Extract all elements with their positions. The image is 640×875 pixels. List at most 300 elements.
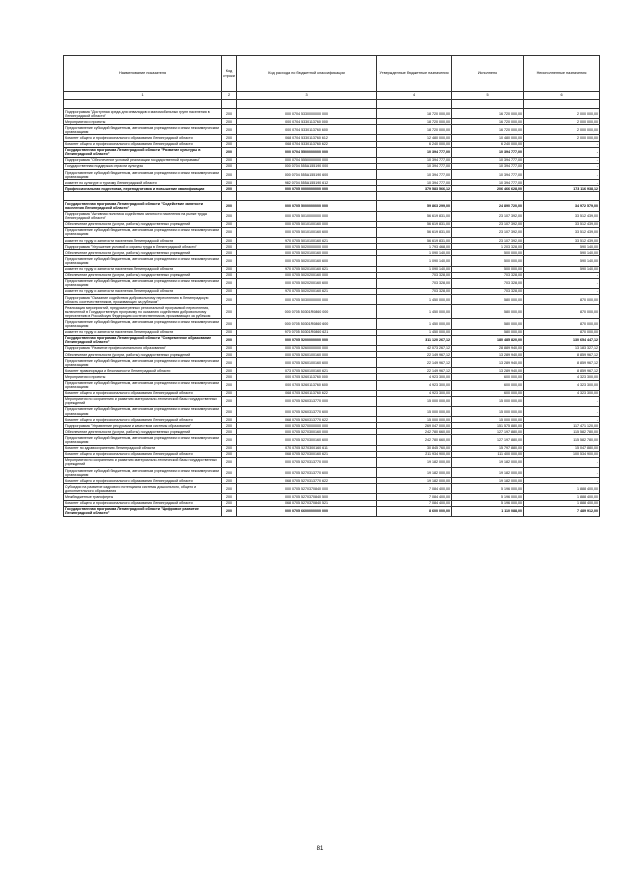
row-name: Предоставление субсидий бюджетным, автономным учреждениям и иным некоммерческим организациям [64,358,222,368]
row-name: Комитет общего и профессионального образования Ленинградской области [64,478,222,484]
row-name: Подпрограмма "Оказание содействия добровольному переселению в Ленинградскую область соотечественников, проживающих за рубежом" [64,295,222,305]
row-name: Подпрограмма "Доступная среда для инвалидов и маломобильных групп населения в Ленинградской области" [64,109,222,119]
row-name: комитет по труду и занятости населения Ленинградской области [64,288,222,294]
row-budget-code: 000 0705 5260113760 000 [237,374,377,380]
row-budget-code: 068 0705 5270370840 521 [237,500,377,506]
row-approved: 18 720 000,00 [377,109,452,119]
row-unexecuted: 33 512 439,00 [524,211,600,221]
row-executed: 13 289 940,00 [452,368,524,374]
column-number: 6 [524,92,600,100]
row-approved: 59 863 299,00 [377,201,452,211]
row-executed: 19 182 000,00 [452,478,524,484]
row-unexecuted: 173 116 938,12 [524,186,600,192]
column-number: 5 [452,92,524,100]
row-line-code: 200 [222,390,237,396]
row-unexecuted: - [524,278,600,288]
row-unexecuted: - [524,468,600,478]
row-name: Предоставление субсидий бюджетным, автономным учреждениям и иным некоммерческим организациям [64,380,222,390]
row-approved: 10 394 777,00 [377,163,452,169]
row-budget-code: 000 0705 5270300160 000 [237,429,377,435]
row-budget-code: 000 0705 5270370840 000 [237,484,377,494]
row-approved [377,100,452,109]
row-name: Подпрограмма "Активная политика содействия занятости населения на рынке труда Ленинградской области" [64,211,222,221]
row-executed: 703 328,00 [452,278,524,288]
row-budget-code: 000 0704 5330000000 000 [237,109,377,119]
row-unexecuted: 2 000 000,00 [524,119,600,125]
row-executed: 500 000,00 [452,266,524,272]
row-budget-code: 000 0705 5010000000 000 [237,211,377,221]
row-approved: 18 720 000,00 [377,119,452,125]
row-line-code: 200 [222,272,237,278]
row-unexecuted: 8 859 967,12 [524,358,600,368]
table-row [64,484,600,494]
row-name: Комитет общего и профессионального образования Ленинградской области [64,135,222,141]
row-name: комитет по труду и занятости населения Ленинградской области [64,329,222,335]
row-line-code: 200 [222,406,237,416]
row-name: Субсидии на развитие кадрового потенциала системы дошкольного, общего и дополнительного образования [64,484,222,494]
row-line-code: 200 [222,180,237,186]
row-executed: 15 000 000,00 [452,406,524,416]
row-executed: 500 000,00 [452,250,524,256]
row-line-code: 200 [222,451,237,457]
row-unexecuted: 7 489 912,00 [524,506,600,516]
row-line-code: 200 [222,278,237,288]
row-approved: 18 720 000,00 [377,125,452,135]
row-approved: 7 084 400,00 [377,494,452,500]
row-budget-code: 000 0705 5020100160 600 [237,256,377,266]
row-line-code: 200 [222,457,237,467]
row-name: Мероприятия по сохранению и развитию материально-технической базы государственных учреждений [64,396,222,406]
row-budget-code: 068 0705 5260113760 622 [237,390,377,396]
row-approved: 4 923 300,00 [377,390,452,396]
table-row [64,211,600,221]
row-line-code: 200 [222,186,237,192]
row-executed: 5 196 000,00 [452,484,524,494]
row-line-code: 200 [222,368,237,374]
row-approved: 1 090 140,00 [377,256,452,266]
row-executed: 127 197 880,00 [452,435,524,445]
row-name: Государственная программа Ленинградской области "Развитие культуры в Ленинградской области" [64,147,222,157]
row-line-code: 200 [222,157,237,163]
row-budget-code: 000 0705 5010100160 000 [237,221,377,227]
row-budget-code: 970 0705 5010100160 621 [237,238,377,244]
row-name: Подпрограмма "Обеспечение условий реализации государственной программы" [64,157,222,163]
row-budget-code: 000 0705 5260313770 600 [237,406,377,416]
table-row [64,396,600,406]
row-approved: 269 047 000,00 [377,423,452,429]
row-executed: 23 107 392,00 [452,227,524,237]
row-line-code: 200 [222,423,237,429]
row-line-code: 200 [222,374,237,380]
row-budget-code: 000 0705 5270313770 000 [237,457,377,467]
row-line-code: 200 [222,494,237,500]
budget-report-table [63,55,600,517]
row-name: комитет по труду и занятости населения Ленинградской области [64,238,222,244]
row-name: Мероприятия и проекты [64,374,222,380]
row-unexecuted: 13 183 327,12 [524,345,600,351]
row-unexecuted: 1 888 400,00 [524,494,600,500]
table-row [64,435,600,445]
row-approved: 211 934 900,00 [377,451,452,457]
row-line-code: 200 [222,380,237,390]
row-unexecuted: 870 000,00 [524,305,600,319]
row-approved: 22 149 967,12 [377,368,452,374]
row-approved: 242 780 660,00 [377,429,452,435]
row-line-code: 200 [222,109,237,119]
table-row [64,406,600,416]
row-budget-code: 068 0705 5270313770 622 [237,478,377,484]
row-approved: 10 394 777,00 [377,170,452,180]
table-gap-row [64,192,600,201]
row-unexecuted: 1 888 400,00 [524,500,600,506]
column-number: 2 [222,92,237,100]
row-unexecuted: 1 888 400,00 [524,484,600,494]
row-budget-code: 000 0705 5200000000 000 [237,335,377,345]
column-number: 3 [237,92,377,100]
row-name: Подпрограмма "Улучшение условий и охраны труда в Ленинградской области" [64,244,222,250]
row-unexecuted: - [524,417,600,423]
row-line-code: 200 [222,319,237,329]
row-budget-code: 000 0705 0000000000 000 [237,186,377,192]
table-row [64,358,600,368]
row-unexecuted: 870 000,00 [524,329,600,335]
row-executed: 10 480 000,00 [452,135,524,141]
row-budget-code: 068 0704 5330113760 612 [237,135,377,141]
row-executed: 13 289 940,00 [452,358,524,368]
row-executed: 23 107 392,00 [452,238,524,244]
row-line-code: 200 [222,256,237,266]
row-budget-code: 000 0705 5260100160 600 [237,358,377,368]
row-budget-code: 000 0705 5270313770 600 [237,468,377,478]
row-executed: 580 000,00 [452,329,524,335]
row-unexecuted: 33 512 439,00 [524,221,600,227]
row-approved: 7 084 400,00 [377,500,452,506]
row-approved: 4 923 300,00 [377,380,452,390]
row-line-code: 200 [222,484,237,494]
row-unexecuted: 115 582 780,00 [524,435,600,445]
row-name: Обеспечение деятельности (услуги, работы) государственных учреждений [64,429,222,435]
table-row [64,295,600,305]
row-unexecuted [524,192,600,201]
table-row [64,201,600,211]
row-approved: 56 619 831,00 [377,227,452,237]
row-executed: 1 203 328,00 [452,244,524,250]
row-line-code: 200 [222,435,237,445]
row-executed: 10 394 777,00 [452,147,524,157]
row-approved: 1 793 468,00 [377,244,452,250]
row-approved: 1 450 000,00 [377,329,452,335]
row-name: Предоставление субсидий бюджетным, автономным учреждениям и иным некоммерческим организациям [64,468,222,478]
row-approved: 379 583 566,12 [377,186,452,192]
row-line-code: 200 [222,163,237,169]
table-row [64,170,600,180]
row-budget-code: 068 0704 5330113760 622 [237,141,377,147]
row-line-code: 200 [222,238,237,244]
row-name [64,192,222,201]
row-approved: 1 090 140,00 [377,250,452,256]
row-budget-code: 070 0705 5270300160 611 [237,445,377,451]
table-row [64,335,600,345]
row-budget-code: 068 0705 5270300160 621 [237,451,377,457]
row-executed: 600 000,00 [452,380,524,390]
row-approved: 1 090 140,00 [377,266,452,272]
row-unexecuted: - [524,180,600,186]
row-executed: 16 720 000,00 [452,119,524,125]
row-executed: 23 107 392,00 [452,211,524,221]
row-executed: 23 107 392,00 [452,221,524,227]
row-budget-code: 982 0704 555A155190 612 [237,180,377,186]
row-line-code: 200 [222,500,237,506]
row-executed [452,192,524,201]
row-line-code: 200 [222,335,237,345]
row-approved: 703 328,00 [377,272,452,278]
row-approved: 15 000 000,00 [377,396,452,406]
row-executed: 10 394 777,00 [452,180,524,186]
row-approved: 22 149 967,12 [377,352,452,358]
row-line-code: 200 [222,506,237,516]
row-budget-code: 000 0705 5010100160 600 [237,227,377,237]
row-unexecuted: - [524,457,600,467]
row-approved: 19 182 000,00 [377,468,452,478]
row-name: Профессиональная подготовка, переподготовка и повышение квалификации [64,186,222,192]
row-budget-code: 000 0704 555A155190 600 [237,170,377,180]
row-name: Комитет общего и профессионального образования Ленинградской области [64,451,222,457]
row-unexecuted: 33 512 439,00 [524,238,600,244]
row-name: Государственная программа Ленинградской области "Цифровое развитие Ленинградской области" [64,506,222,516]
row-unexecuted: - [524,288,600,294]
row-name: Подпрограмма "Развитие профессионального образования" [64,345,222,351]
table-gap-row [64,100,600,109]
row-executed: 10 394 777,00 [452,157,524,163]
row-line-code: 200 [222,358,237,368]
row-line-code [222,100,237,109]
table-row [64,147,600,157]
row-name: Реализация мероприятий, предусмотренных региональной программой переселения, включенной в Государственную программу по оказанию содействия добровольному переселению в Российскую Федерацию соотечественников, проживающих за рубежом [64,305,222,319]
row-line-code: 200 [222,119,237,125]
row-line-code: 200 [222,429,237,435]
row-approved: 42 073 267,12 [377,345,452,351]
row-unexecuted: 2 000 000,00 [524,125,600,135]
row-approved: 311 120 267,12 [377,335,452,345]
row-budget-code: 000 0705 5260000000 000 [237,345,377,351]
row-executed: 703 328,00 [452,272,524,278]
row-budget-code: 000 0705 5270300160 600 [237,435,377,445]
row-budget-code: 000 0705 6600000000 000 [237,506,377,516]
row-line-code: 200 [222,244,237,250]
table-row [64,305,600,319]
row-name: комитет по труду и занятости населения Ленинградской области [64,266,222,272]
row-line-code: 200 [222,201,237,211]
row-unexecuted: 590 140,00 [524,244,600,250]
row-unexecuted: 117 471 120,00 [524,423,600,429]
row-budget-code: 000 0705 5260113760 600 [237,380,377,390]
row-name: Комитет правопорядка и безопасности Ленинградской области [64,368,222,374]
row-approved: 19 182 000,00 [377,478,452,484]
row-approved: 242 780 660,00 [377,435,452,445]
row-line-code: 200 [222,141,237,147]
row-line-code: 200 [222,135,237,141]
row-budget-code: 000 0705 5020200160 600 [237,278,377,288]
row-line-code: 200 [222,125,237,135]
row-unexecuted: 8 859 967,12 [524,368,600,374]
row-executed: 1 110 088,00 [452,506,524,516]
row-line-code: 200 [222,266,237,272]
row-executed: 5 196 000,00 [452,494,524,500]
row-approved: 1 450 000,00 [377,305,452,319]
row-unexecuted: 870 000,00 [524,295,600,305]
row-approved: 22 149 967,12 [377,358,452,368]
row-budget-code: 000 0705 5020000000 000 [237,244,377,250]
row-unexecuted: 33 512 439,00 [524,227,600,237]
row-approved: 56 619 831,00 [377,211,452,221]
row-budget-code: 000 0705 50301R0860 600 [237,319,377,329]
row-approved: 6 240 000,00 [377,141,452,147]
row-unexecuted: 590 140,00 [524,256,600,266]
row-budget-code: 068 0705 5260313770 622 [237,417,377,423]
row-name: Мероприятия по сохранению и развитию материально-технической базы государственных учреждений [64,457,222,467]
row-line-code: 200 [222,288,237,294]
row-budget-code: 000 0705 5270000000 000 [237,423,377,429]
row-name: Предоставление субсидий бюджетным, автономным учреждениям и иным некоммерческим организациям [64,319,222,329]
row-unexecuted: - [524,406,600,416]
row-executed: 127 197 880,00 [452,429,524,435]
row-approved: 10 394 777,00 [377,147,452,157]
row-unexecuted: 2 000 000,00 [524,109,600,119]
row-approved: 10 394 777,00 [377,180,452,186]
row-approved: 8 600 000,00 [377,506,452,516]
row-executed: 600 000,00 [452,390,524,396]
row-unexecuted: 34 972 579,00 [524,201,600,211]
row-executed: 5 196 000,00 [452,500,524,506]
row-line-code: 200 [222,345,237,351]
row-name: Межбюджетные трансферты [64,494,222,500]
table-row [64,256,600,266]
row-name: Предоставление субсидий бюджетным, автономным учреждениям и иным некоммерческим организациям [64,256,222,266]
row-budget-code: 000 0704 5550000000 000 [237,157,377,163]
row-executed: 10 394 777,00 [452,170,524,180]
row-budget-code: 000 0704 5330113760 600 [237,125,377,135]
row-executed: 19 182 000,00 [452,468,524,478]
row-executed: 703 328,00 [452,288,524,294]
row-executed: 15 000 000,00 [452,417,524,423]
row-approved: 12 480 000,00 [377,135,452,141]
row-budget-code [237,192,377,201]
row-line-code: 200 [222,170,237,180]
row-line-code: 200 [222,352,237,358]
row-line-code: 200 [222,329,237,335]
row-name: Комитет общего и профессионального образования Ленинградской области [64,390,222,396]
row-executed: 10 394 777,00 [452,163,524,169]
row-name: Обеспечение деятельности (услуги, работы) государственных учреждений [64,250,222,256]
row-executed: 580 000,00 [452,319,524,329]
row-unexecuted: - [524,147,600,157]
row-executed: 151 575 880,00 [452,423,524,429]
row-budget-code: 000 0705 5260313770 000 [237,396,377,406]
column-number-row [64,92,600,100]
row-name: Государственная поддержка отрасли культуры [64,163,222,169]
row-unexecuted: 130 654 447,12 [524,335,600,345]
table-body [64,100,600,517]
row-line-code: 200 [222,305,237,319]
row-approved: 1 450 000,00 [377,319,452,329]
row-executed: 16 720 000,00 [452,109,524,119]
row-unexecuted: 590 140,00 [524,250,600,256]
row-executed: 500 000,00 [452,256,524,266]
row-approved: 1 450 000,00 [377,295,452,305]
row-line-code: 200 [222,396,237,406]
row-unexecuted: 2 000 000,00 [524,135,600,141]
table-row [64,278,600,288]
row-line-code: 200 [222,221,237,227]
row-unexecuted: - [524,170,600,180]
row-approved: 7 084 400,00 [377,484,452,494]
table-row [64,380,600,390]
row-budget-code: 000 0705 5030000000 000 [237,295,377,305]
column-number: 1 [64,92,222,100]
row-executed: 13 289 940,00 [452,352,524,358]
row-budget-code: 970 0705 50301R0860 621 [237,329,377,335]
row-unexecuted: 100 534 900,00 [524,451,600,457]
row-unexecuted: 590 140,00 [524,266,600,272]
row-unexecuted: - [524,478,600,484]
row-unexecuted: 4 323 300,00 [524,390,600,396]
row-name: Предоставление субсидий бюджетным, автономным учреждениям и иным некоммерческим организациям [64,170,222,180]
row-name: Комитет общего и профессионального образования Ленинградской области [64,141,222,147]
row-line-code: 200 [222,211,237,221]
row-budget-code [237,100,377,109]
table-row [64,457,600,467]
row-name: комитет по культуре и туризму Ленинградской области [64,180,222,186]
row-unexecuted [524,100,600,109]
table-row [64,109,600,119]
row-name: Комитет по здравоохранению Ленинградской области [64,445,222,451]
row-executed: 28 889 940,00 [452,345,524,351]
row-unexecuted: 870 000,00 [524,319,600,329]
table-header-row [64,56,600,92]
row-unexecuted: - [524,163,600,169]
column-number: 4 [377,92,452,100]
row-unexecuted: 4 323 300,00 [524,374,600,380]
row-approved: 703 328,00 [377,278,452,288]
row-line-code [222,192,237,201]
row-line-code: 200 [222,478,237,484]
row-executed: 19 182 000,00 [452,457,524,467]
row-line-code: 200 [222,417,237,423]
row-name: Предоставление субсидий бюджетным, автономным учреждениям и иным некоммерческим организациям [64,406,222,416]
row-line-code: 200 [222,295,237,305]
header-unexecuted: Неисполненные назначения [524,56,600,92]
row-approved: 4 923 300,00 [377,374,452,380]
table-row [64,319,600,329]
row-executed: 111 400 000,00 [452,451,524,457]
row-name: Мероприятия и проекты [64,119,222,125]
row-executed: 206 466 628,00 [452,186,524,192]
row-name: Предоставление субсидий бюджетным, автономным учреждениям и иным некоммерческим организациям [64,227,222,237]
row-approved: 15 000 000,00 [377,417,452,423]
row-executed: 16 720 000,00 [452,125,524,135]
row-approved: 19 182 000,00 [377,457,452,467]
row-approved: 703 328,00 [377,288,452,294]
row-name: Предоставление субсидий бюджетным, автономным учреждениям и иным некоммерческим организациям [64,125,222,135]
row-executed: 580 000,00 [452,295,524,305]
row-name: Государственная программа Ленинградской области "Современное образование Ленинградской области" [64,335,222,345]
row-executed: 15 797 880,00 [452,445,524,451]
row-executed: 600 000,00 [452,374,524,380]
row-unexecuted: 8 859 967,12 [524,352,600,358]
row-line-code: 200 [222,147,237,157]
row-name: Предоставление субсидий бюджетным, автономным учреждениям и иным некоммерческим организациям [64,435,222,445]
row-unexecuted: - [524,396,600,406]
